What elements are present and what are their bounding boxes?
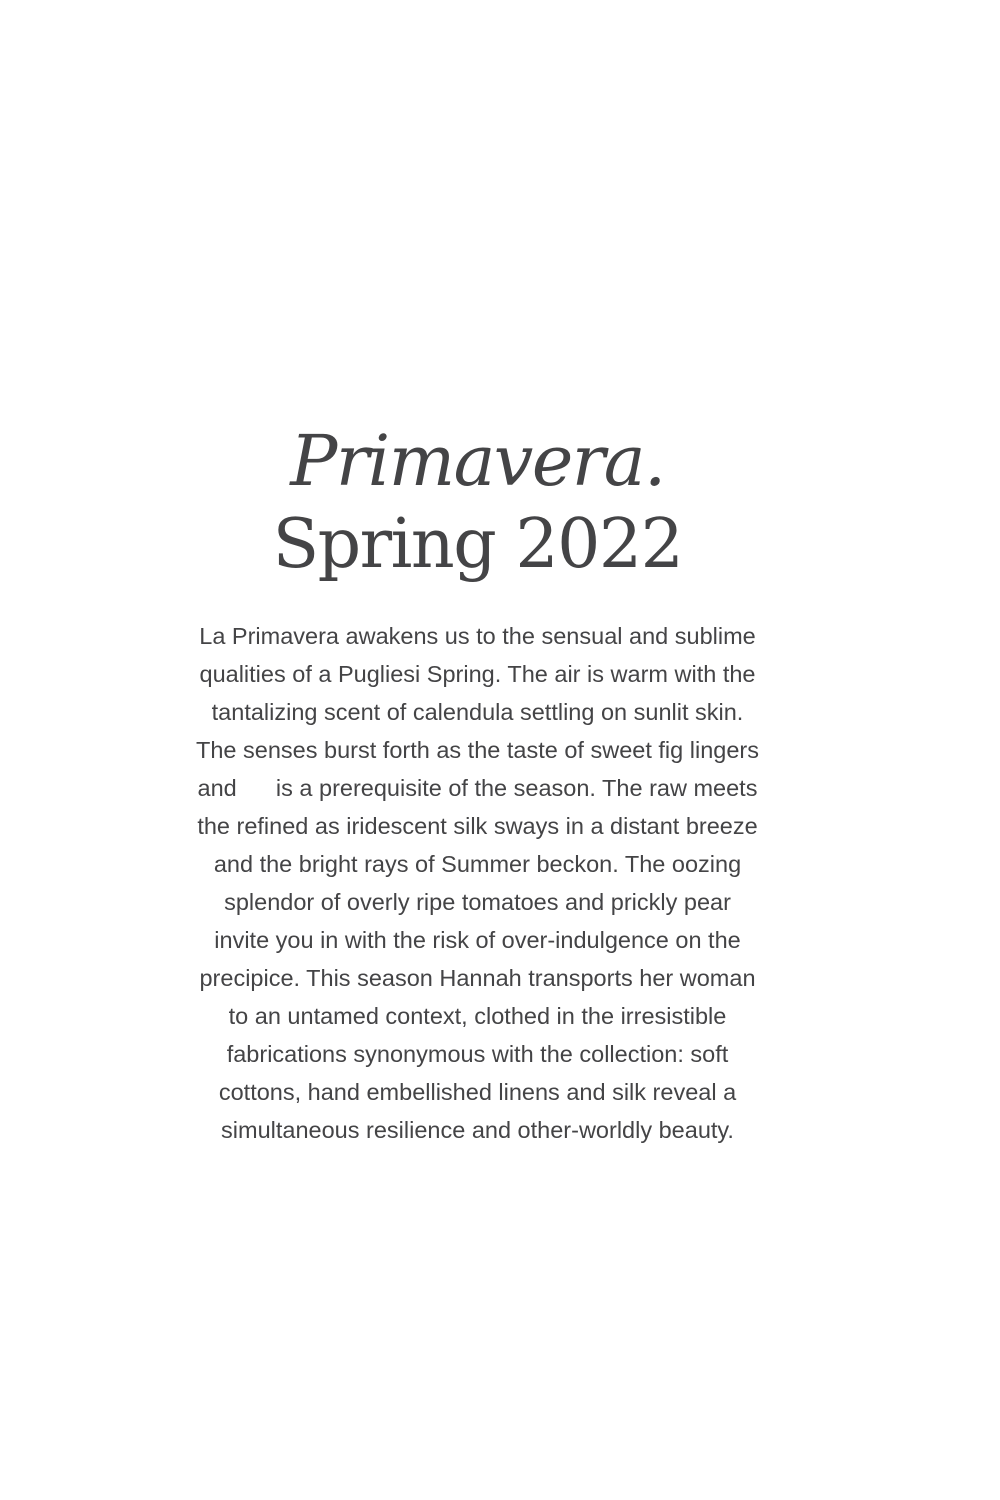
description-line: the refined as iridescent silk sways in a distant breeze [197,813,758,839]
collection-description [160,617,795,1149]
description-line: The senses burst forth as the taste of sweet fig lingers [196,737,759,763]
description-line: precipice. This season Hannah transports her woman [199,965,756,991]
description-line: simultaneous resilience and other-worldly beauty. [221,1117,734,1143]
description-line: cottons, hand embellished linens and silk reveal a [218,1079,737,1105]
description-line: qualities of a Pugliesi Spring. The air is warm with the [199,661,756,687]
description-line: La Primavera awakens us to the sensual and sublime [199,623,756,649]
description-line: to an untamed context, clothed in the irresistible [228,1003,727,1029]
collection-season: Spring 2022 [272,505,683,585]
description-line: tantalizing scent of calendula settling on sunlit skin. [211,699,744,725]
description-line: splendor of overly ripe tomatoes and prickly pear [224,889,731,915]
collection-title: Primavera. [290,420,665,503]
collection-heading [0,419,955,587]
description-line: fabrications synonymous with the collection: soft [226,1041,729,1067]
description-line: and the bright rays of Summer beckon. The oozing [213,851,742,877]
description-line: and is a prerequisite of the season. The raw meets [197,775,758,801]
description-line: invite you in with the risk of over-indulgence on the [214,927,741,953]
